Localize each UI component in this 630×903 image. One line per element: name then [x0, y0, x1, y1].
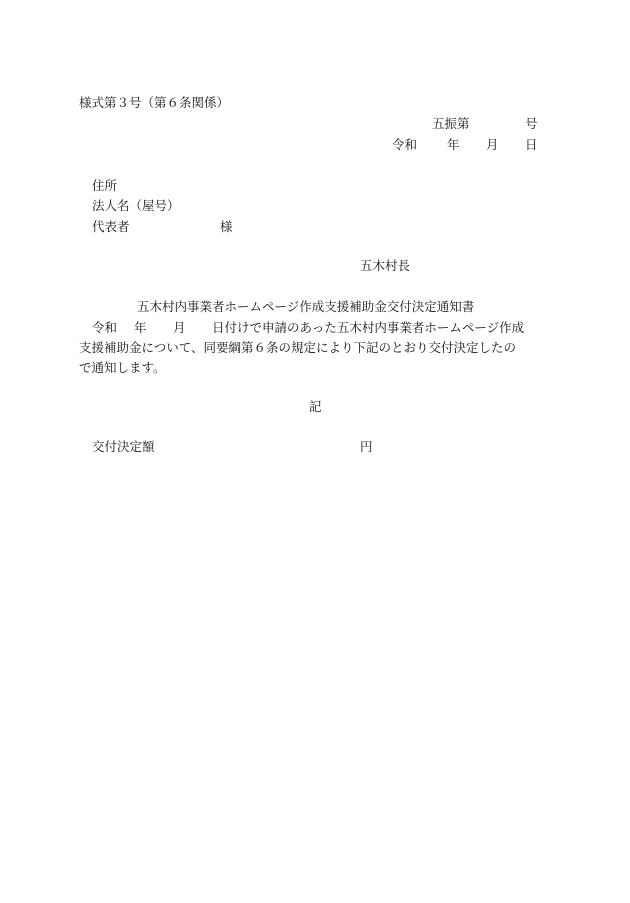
- sender-name: 五木村長: [360, 258, 411, 273]
- document-title: 五木村内事業者ホームページ作成支援補助金交付決定通知書: [137, 299, 475, 314]
- body-month-unit: 月: [173, 320, 186, 335]
- recipient-corp-name-label: 法人名（屋号）: [92, 198, 180, 213]
- issue-date-day-unit: 日: [525, 137, 538, 152]
- body-line1-rest: 日付けで申請のあった五木村内事業者ホームページ作成: [212, 320, 525, 335]
- doc-number-suffix: 号: [525, 116, 538, 131]
- body-line2: 支援補助金について、同要綱第６条の規定により下記のとおり交付決定したの: [79, 340, 517, 355]
- body-line3: で通知します。: [79, 360, 166, 375]
- form-label: 様式第３号（第６条関係）: [79, 95, 230, 110]
- body-year-unit: 年: [134, 320, 147, 335]
- recipient-representative-label: 代表者: [92, 219, 130, 234]
- note-heading: 記: [309, 399, 322, 414]
- recipient-address-label: 住所: [92, 178, 118, 193]
- issue-date-month-unit: 月: [486, 137, 499, 152]
- doc-number-prefix: 五振第: [432, 116, 470, 131]
- grant-amount-unit: 円: [360, 439, 373, 454]
- body-era: 令和: [92, 320, 118, 335]
- grant-amount-label: 交付決定額: [92, 439, 155, 454]
- issue-date-year-unit: 年: [447, 137, 460, 152]
- issue-date-era: 令和: [392, 137, 418, 152]
- recipient-honorific: 様: [220, 219, 233, 234]
